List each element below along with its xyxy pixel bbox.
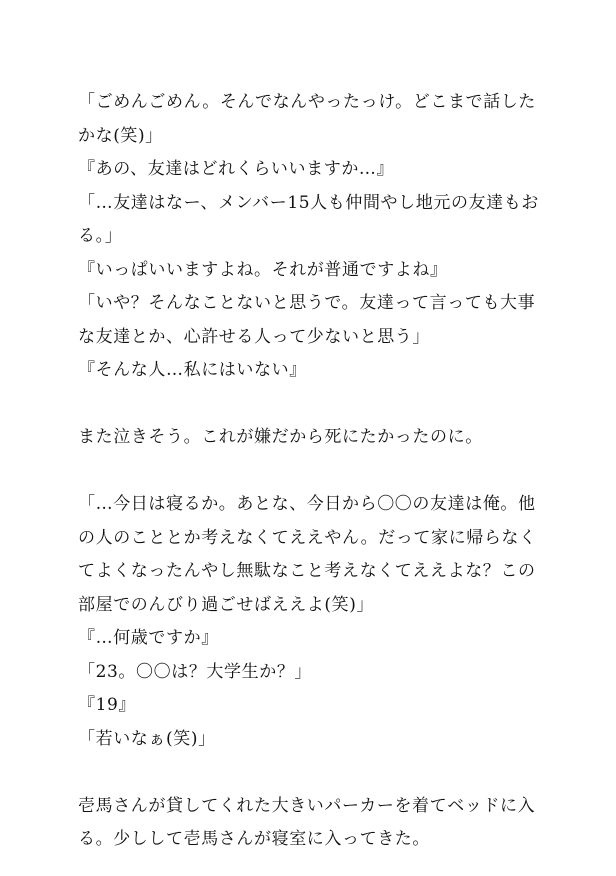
text-line: てよくなったんやし無駄なこと考えなくてええよな？この	[78, 561, 536, 581]
text-line: 『そんな人…私にはいない』	[78, 360, 307, 380]
text-line: の人のこととか考えなくてええやん。だって家に帰らなく	[78, 527, 537, 548]
paragraph-gap	[78, 756, 548, 790]
text-line: 壱馬さんが貸してくれた大きいパーカーを着てベッドに入	[78, 795, 536, 816]
text-line: 「いや？そんなことないと思うで。友達って言っても大事	[78, 293, 536, 313]
text-line: 『あの、友達はどれくらいいますか…』	[78, 159, 395, 179]
text-line: る。少しして壱馬さんが寝室に入ってきた。	[78, 829, 430, 849]
text-line: かな(笑)」	[78, 125, 163, 146]
text-line: 『…何歳ですか』	[78, 628, 219, 648]
text-line: 「若いなぁ(笑)」	[78, 728, 216, 749]
text-line: 「…友達はなー、メンバー15人も仲間やし地元の友達もお	[78, 192, 539, 213]
text-line: る。」	[78, 226, 123, 246]
text-line: 『19』	[78, 695, 137, 715]
text-line: また泣きそう。これが嫌だから死にたかったのに。	[78, 427, 483, 447]
text-line: 「23。〇〇は？大学生か？」	[78, 661, 313, 682]
text-line: 部屋でのんびり過ごせばええよ(笑)」	[78, 594, 375, 615]
story-text	[78, 86, 548, 857]
paragraph-gap	[78, 388, 548, 422]
text-line: 「…今日は寝るか。あとな、今日から〇〇の友達は俺。他	[78, 494, 536, 514]
text-line: な友達とか、心許せる人って少ないと思う」	[78, 326, 430, 347]
paragraph-gap	[78, 455, 548, 489]
text-line: 「ごめんごめん。そんでなんやったっけ。どこまで話した	[78, 92, 536, 112]
text-line: 『いっぱいいますよね。それが普通ですよね』	[78, 259, 448, 280]
